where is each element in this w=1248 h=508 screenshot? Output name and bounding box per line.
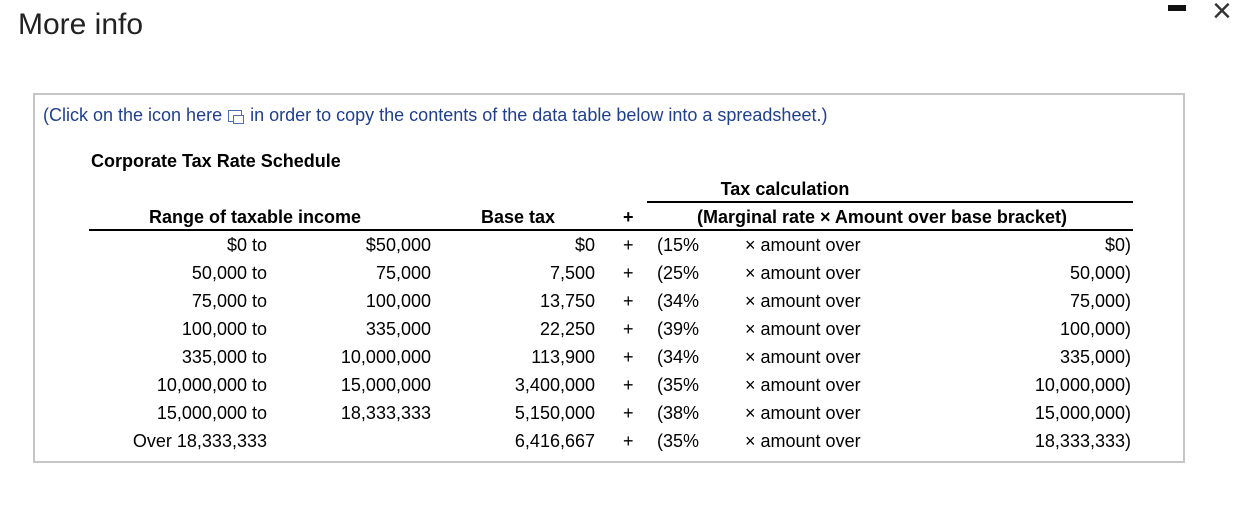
header-rule-top	[647, 201, 1133, 203]
cell-rate: (15%	[657, 235, 700, 255]
cell-rate: (34%	[657, 291, 700, 311]
cell-over: $0)	[1104, 235, 1131, 255]
cell-base-tax: 22,250	[539, 319, 595, 339]
header-calculation: (Marginal rate × Amount over base bracket)	[697, 207, 1067, 227]
cell-plus: +	[623, 375, 634, 395]
cell-over: 50,000)	[1069, 263, 1131, 283]
cell-range-from: 15,000,000 to	[156, 403, 267, 423]
cell-plus: +	[623, 403, 634, 423]
cell-range-from: 75,000 to	[191, 291, 267, 311]
cell-rate: (39%	[657, 319, 700, 339]
header-rule-bottom	[89, 229, 1133, 231]
copy-note-text-after: in order to copy the contents of the data table below into a spreadsheet.)	[250, 105, 828, 125]
copy-note-text-before: (Click on the icon here	[43, 105, 223, 125]
cell-base-tax: 6,416,667	[514, 431, 595, 451]
header-tax-calculation: Tax calculation	[720, 179, 850, 199]
data-panel	[33, 93, 1185, 463]
window-title: More info	[18, 8, 144, 41]
cell-over: 18,333,333)	[1034, 431, 1131, 451]
cell-over: 15,000,000)	[1034, 403, 1131, 423]
copy-icon[interactable]	[228, 110, 242, 122]
cell-base-tax: 13,750	[539, 291, 595, 311]
cell-rate: (25%	[657, 263, 700, 283]
cell-times: × amount over	[745, 235, 861, 255]
cell-over: 100,000)	[1059, 319, 1131, 339]
close-icon[interactable]: ×	[1212, 0, 1232, 30]
cell-range-from: Over 18,333,333	[132, 431, 267, 451]
cell-range-from: 50,000 to	[191, 263, 267, 283]
cell-base-tax: 5,150,000	[514, 403, 595, 423]
table-caption: Corporate Tax Rate Schedule	[91, 151, 341, 171]
cell-over: 10,000,000)	[1034, 375, 1131, 395]
cell-over: 335,000)	[1059, 347, 1131, 367]
cell-plus: +	[623, 291, 634, 311]
cell-plus: +	[623, 235, 634, 255]
cell-rate: (34%	[657, 347, 700, 367]
cell-range-from: 335,000 to	[181, 347, 267, 367]
cell-times: × amount over	[745, 375, 861, 395]
header-base-tax: Base tax	[481, 207, 556, 227]
cell-base-tax: 113,900	[531, 347, 595, 367]
cell-range-from: 10,000,000 to	[156, 375, 267, 395]
header-range: Range of taxable income	[149, 207, 362, 227]
cell-times: × amount over	[745, 263, 861, 283]
cell-times: × amount over	[745, 319, 861, 339]
cell-range-to: $50,000	[365, 235, 431, 255]
cell-rate: (38%	[657, 403, 700, 423]
cell-range-to: 15,000,000	[340, 375, 431, 395]
cell-rate: (35%	[657, 431, 700, 451]
cell-rate: (35%	[657, 375, 700, 395]
cell-times: × amount over	[745, 403, 861, 423]
cell-range-from: 100,000 to	[181, 319, 267, 339]
copy-note	[43, 105, 827, 126]
header-plus: +	[623, 207, 634, 227]
cell-range-to: 75,000	[375, 263, 431, 283]
cell-plus: +	[623, 347, 634, 367]
cell-range-from: $0 to	[226, 235, 267, 255]
cell-base-tax: $0	[574, 235, 595, 255]
cell-plus: +	[623, 319, 634, 339]
cell-range-to: 10,000,000	[340, 347, 431, 367]
cell-base-tax: 7,500	[549, 263, 595, 283]
cell-plus: +	[623, 263, 634, 283]
cell-over: 75,000)	[1069, 291, 1131, 311]
cell-range-to: 335,000	[365, 319, 431, 339]
cell-range-to: 18,333,333	[340, 403, 431, 423]
cell-times: × amount over	[745, 431, 861, 451]
cell-times: × amount over	[745, 347, 861, 367]
cell-times: × amount over	[745, 291, 861, 311]
cell-range-to: 100,000	[365, 291, 431, 311]
minimize-icon[interactable]	[1168, 5, 1186, 11]
cell-base-tax: 3,400,000	[514, 375, 595, 395]
cell-plus: +	[623, 431, 634, 451]
